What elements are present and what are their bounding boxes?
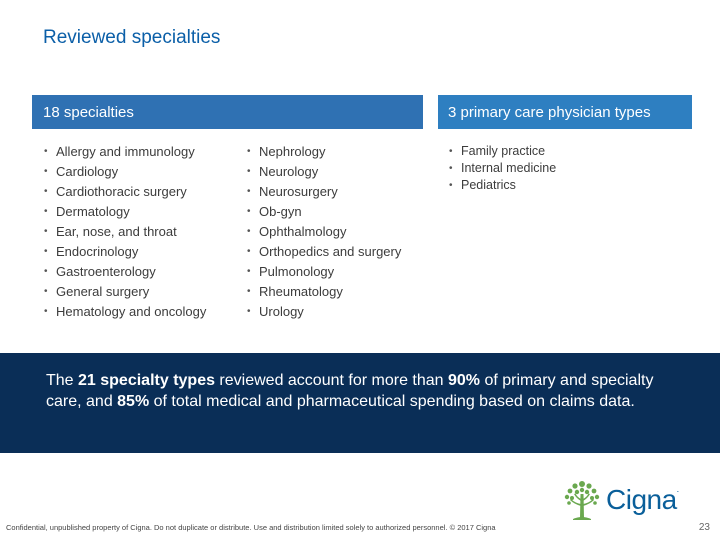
list-item: • Cardiothoracic surgery [44, 182, 206, 202]
list-item: • Hematology and oncology [44, 302, 206, 322]
specialties-list-column-2 [247, 142, 401, 322]
cigna-reg-mark: . [676, 484, 679, 494]
summary-text-part: of total medical and pharmaceutical spending based on claims data. [149, 393, 635, 410]
cigna-wordmark [606, 484, 679, 516]
list-item: • Ophthalmology [247, 222, 401, 242]
cigna-logo [560, 478, 690, 522]
list-item: • Cardiology [44, 162, 206, 182]
primary-care-header [438, 95, 692, 129]
list-item: • Rheumatology [247, 282, 401, 302]
list-item: • Ear, nose, and throat [44, 222, 206, 242]
primary-care-header-label: 3 primary care physician types [448, 103, 651, 121]
list-item: • Internal medicine [449, 160, 556, 177]
page-number: 23 [698, 522, 710, 533]
summary-banner [0, 353, 720, 453]
list-item: • Dermatology [44, 202, 206, 222]
slide-title: Reviewed specialties [43, 27, 221, 48]
specialties-header-label: 18 specialties [43, 103, 134, 121]
summary-text-part: of primary and specialty care, and [46, 372, 654, 410]
cigna-wordmark-text: Cigna [606, 484, 677, 515]
summary-text-part: The [46, 372, 79, 389]
list-item: • Neurology [247, 162, 401, 182]
list-item: • Family practice [449, 143, 556, 160]
list-item: • Nephrology [247, 142, 401, 162]
list-item: • Urology [247, 302, 401, 322]
list-item: • Pulmonology [247, 262, 401, 282]
list-item: • Endocrinology [44, 242, 206, 262]
tree-of-life-icon [560, 478, 604, 522]
list-item: • General surgery [44, 282, 206, 302]
list-item: • Allergy and immunology [44, 142, 206, 162]
list-item: • Pediatrics [449, 177, 556, 194]
summary-highlight: 21 specialty types [78, 372, 215, 389]
summary-highlight: 85% [117, 393, 150, 410]
specialties-list-column-1 [44, 142, 206, 322]
list-item: • Orthopedics and surgery [247, 242, 401, 262]
specialties-header [32, 95, 423, 129]
list-item: • Ob-gyn [247, 202, 401, 222]
list-item: • Gastroenterology [44, 262, 206, 282]
summary-text [46, 370, 686, 412]
summary-text-part: reviewed account for more than [214, 372, 448, 389]
summary-highlight: 90% [448, 372, 481, 389]
confidentiality-note: Confidential, unpublished property of Cigna. Do not duplicate or distribute. Use and distribution limited solely to authorized personnel. © 2017 Cigna [6, 523, 496, 532]
list-item: • Neurosurgery [247, 182, 401, 202]
primary-care-list [449, 143, 556, 194]
